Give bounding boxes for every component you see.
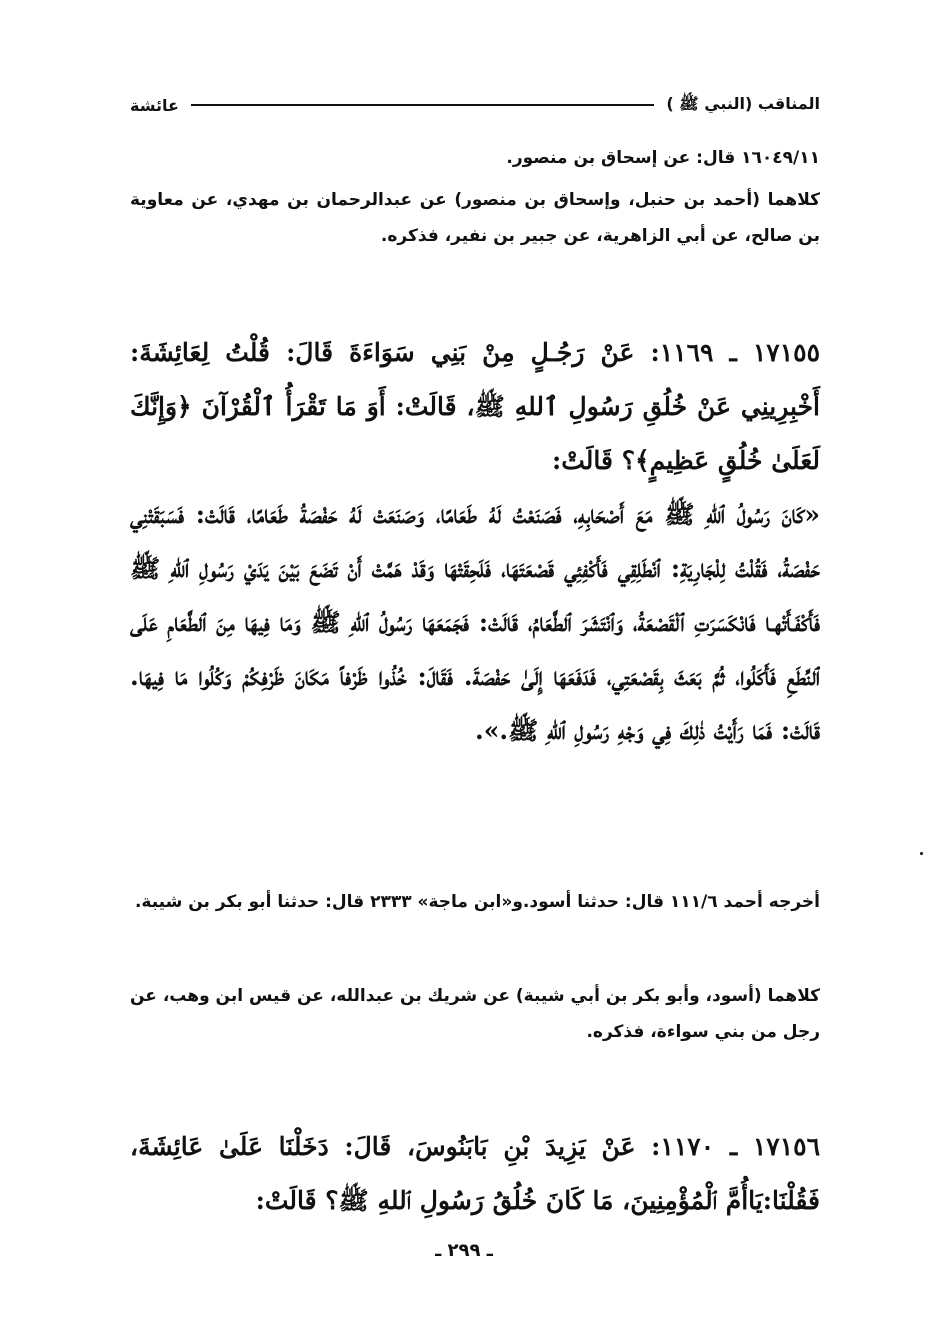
running-header [130, 90, 820, 120]
isnad-paragraph-2: كلاهما (أسود، وأبو بكر بن أبي شيبة) عن شريك بن عبدالله، عن قيس ابن وهب، عن رجل من بني سواءة، فذكره. [130, 986, 820, 1042]
isnad-paragraph: كلاهما (أحمد بن حنبل، وإسحاق بن منصور) عن عبدالرحمان بن مهدي، عن معاوية بن صالح، عن أبي الزاهرية، عن جبير بن نفير، فذكره. [130, 190, 820, 246]
scan-mark [920, 852, 923, 855]
header-section-title: المناقب (النبي ﷺ ) [666, 93, 820, 113]
page-number: ـ ٢٩٩ ـ [435, 1240, 493, 1261]
header-topic: عائشة [130, 95, 179, 115]
takhrij-paragraph: أخرجه أحمد ١١١/٦ قال: حدثنا أسود.و«ابن ماجة» ٢٣٣٣ قال: حدثنا أبو بكر بن شيبة. [134, 892, 820, 912]
hadith-paragraph-2: ١٧١٥٦ ـ ١١٧٠: عَنْ يَزِيدَ بْنِ بَابَنُوسَ، قَالَ: دَخَلْنَا عَلَىٰ عَائِشَةَ، فَقُلْنَا:يَاأُمَّ ٱلْمُؤْمِنِينَ، مَا كَانَ خُلُقُ رَسُولِ ٱللهِ ﷺ؟ قَالَتْ: [130, 1132, 820, 1215]
hadith-body-paragraph: «كَانَ رَسُولُ ٱللهِ ﷺ مَعَ أَصْحَابِهِ، فَصَنَعْتُ لَهُ طَعَامًا، وَصَنَعَتْ لَهُ حَفْصَةُ طَعَامًا، قَالَتْ: فَسَبَقَتْنِي حَفْصَةُ، فَقُلْتُ لِلْجَارِيَةِ: ٱنْطَلِقِي فَأَكْفِئِي قَصْعَتَهَا، فَلَحِقَتْهَا وَقَدْ هَمَّتْ أَنْ تَضَعَ بَيْنَ يَدَيْ رَسُولِ ٱللهِ ﷺ فَأَكْفَـأَتْهـا فَانْكَسَرَتِ ٱلْقَصْعَةُ، وَٱنْتَشَرَ ٱلطَّعَامُ، قَالَتْ: فَجَمَعَهَا رَسُولُ ٱللهِ ﷺ وَمَا فِيهَا مِنَ ٱلطَّعَامِ عَلَى ٱلنِّطَعِ فَأَكَلُوا، ثُمَّ بَعَثَ بِقَصْعَتِي، فَدَفَعَهَا إِلَىٰ حَفْصَةَ. فَقَالَ: خُذُوا ظَرْفاً مَكَانَ ظَرْفِكُمْ وَكُلُوا مَا فِيهَا. قَالَتْ: فَمَا رَأَيْتُ ذٰلِكَ فِي وَجْهِ رَسُولِ ٱللهِ ﷺ.». [130, 500, 820, 745]
hadith-paragraph: ١٧١٥٥ ـ ١١٦٩: عَنْ رَجُـلٍ مِنْ بَنِي سَوَاءَةَ قَالَ: قُلْتُ لِعَائِشَةَ: أَخْبِرِينِي عَنْ خُلُقِ رَسُولِ ٱللهِ ﷺ، قَالَتْ: أَوَ مَا تَقْرَأُ ٱلْقُرْآنَ ﴿وَإِنَّكَ لَعَلَىٰ خُلُقٍ عَظِيمٍ﴾؟ قَالَتْ: [130, 338, 821, 475]
reference-line: ١٦٠٤٩/١١ قال: عن إسحاق بن منصور. [506, 148, 820, 168]
header-rule [191, 104, 654, 106]
